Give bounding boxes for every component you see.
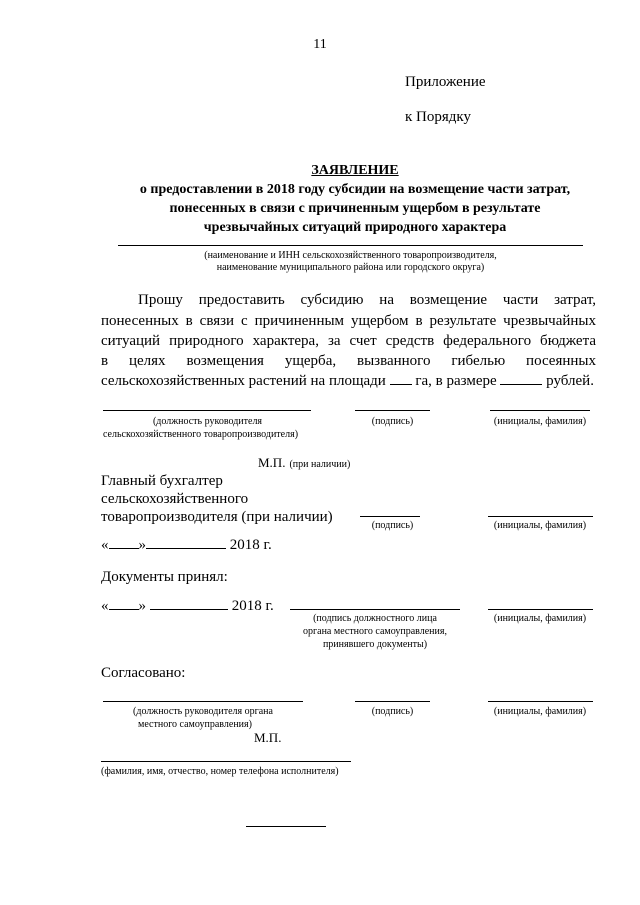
- agreed-signature-line: [355, 701, 430, 702]
- date-year: 2018 г.: [229, 537, 272, 553]
- official-signature-caption-line-2: органа местного самоуправления,: [303, 626, 447, 637]
- document-subtitle-line-2: понесенных в связи с причиненным ущербом в результате: [169, 201, 541, 216]
- applicant-caption-line-1: (наименование и ИНН сельскохозяйственного товаропроизводителя,: [204, 250, 497, 261]
- stamp-note: (при наличии): [289, 459, 351, 470]
- bottom-divider: [246, 826, 326, 827]
- executor-line: [101, 761, 351, 762]
- request-text-line-5: [101, 371, 594, 391]
- appendix-label: Приложение: [405, 74, 486, 90]
- position-line: [103, 410, 311, 411]
- month-blank-2[interactable]: [150, 609, 228, 610]
- signature-line-1: [355, 410, 430, 411]
- agreed-position-line: [103, 701, 303, 702]
- applicant-caption-line-2: наименование муниципального района или городского округа): [216, 262, 485, 273]
- amount-blank[interactable]: [500, 384, 542, 385]
- date-open-quote-2: «: [101, 598, 109, 614]
- agreed-label: Согласовано:: [101, 665, 186, 681]
- date-field-1: [101, 536, 272, 554]
- position-caption-line-1: (должность руководителя: [152, 416, 263, 427]
- area-unit-text: га, в размере: [415, 373, 497, 389]
- official-signature-caption-line-3: принявшего документы): [322, 639, 428, 650]
- agreed-position-caption-line-2: местного самоуправления): [138, 719, 252, 730]
- accountant-initials-caption: (инициалы, фамилия): [493, 520, 587, 531]
- date-close-quote: »: [138, 537, 146, 553]
- date-open-quote: «: [101, 537, 109, 553]
- request-text-line-3: ситуаций природного характера, за счет средств федерального бюджета: [101, 333, 596, 349]
- agreed-initials-caption: (инициалы, фамилия): [493, 706, 587, 717]
- agreed-signature-caption: (подпись): [371, 706, 414, 717]
- request-text-line-2: понесенных в связи с причиненным ущербом в результате чрезвычайных: [101, 313, 596, 329]
- agreed-initials-line: [488, 701, 593, 702]
- position-caption-line-2: сельскохозяйственного товаропроизводителя): [103, 429, 299, 440]
- area-blank[interactable]: [390, 384, 412, 385]
- date-field-2: [101, 597, 274, 615]
- agreed-stamp-label: М.П.: [254, 730, 282, 745]
- accountant-signature-line: [360, 516, 420, 517]
- stamp-label: М.П.: [258, 455, 286, 470]
- day-blank[interactable]: [109, 548, 139, 549]
- agreed-position-caption-line-1: (должность руководителя органа: [133, 706, 273, 717]
- request-text-line-4: в целях возмещения ущерба, вызванного гибелью посеянных: [101, 353, 596, 369]
- day-blank-2[interactable]: [109, 609, 139, 610]
- applicant-name-line: [118, 245, 583, 246]
- date-close-quote-2: »: [138, 598, 146, 614]
- date-year-2: 2018 г.: [231, 598, 274, 614]
- month-blank[interactable]: [146, 548, 226, 549]
- official-signature-caption-line-1: (подпись должностного лица: [313, 613, 437, 624]
- page-number: 11: [313, 37, 327, 52]
- area-text: сельскохозяйственных растений на площади: [101, 373, 386, 389]
- request-text-line-1: Прошу предоставить субсидию на возмещение части затрат,: [138, 292, 596, 308]
- document-subtitle-line-3: чрезвычайных ситуаций природного характера: [203, 220, 507, 235]
- official-initials-line: [488, 609, 593, 610]
- document-title: ЗАЯВЛЕНИЕ: [311, 163, 399, 178]
- official-initials-caption: (инициалы, фамилия): [493, 613, 587, 624]
- amount-unit-text: рублей.: [546, 373, 594, 389]
- official-signature-line: [290, 609, 460, 610]
- accepted-label: Документы принял:: [101, 569, 228, 585]
- signature-caption-1: (подпись): [371, 416, 414, 427]
- executor-caption: (фамилия, имя, отчество, номер телефона исполнителя): [101, 766, 339, 777]
- accountant-initials-line: [488, 516, 593, 517]
- document-subtitle-line-1: о предоставлении в 2018 году субсидии на возмещение части затрат,: [139, 182, 571, 197]
- accountant-label-line-3: товаропроизводителя (при наличии): [101, 509, 333, 525]
- appendix-reference: к Порядку: [405, 109, 471, 125]
- accountant-label-line-2: сельскохозяйственного: [101, 491, 249, 507]
- stamp-place: [258, 454, 350, 472]
- accountant-signature-caption: (подпись): [371, 520, 414, 531]
- accountant-label-line-1: Главный бухгалтер: [101, 473, 223, 489]
- initials-line-1: [490, 410, 590, 411]
- initials-caption-1: (инициалы, фамилия): [493, 416, 587, 427]
